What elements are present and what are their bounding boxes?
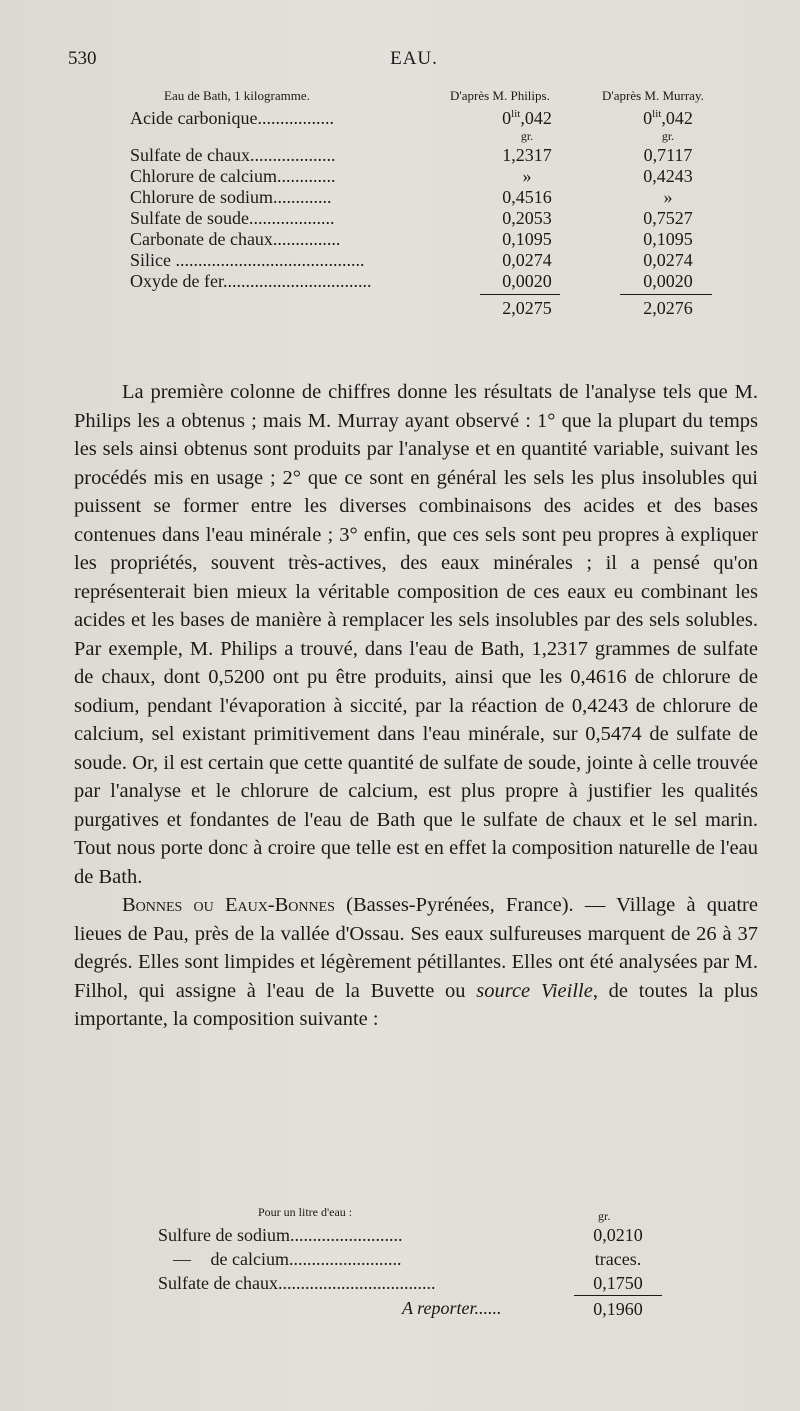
compound-name: Oxyde de fer................................. bbox=[130, 271, 372, 291]
table-row bbox=[122, 166, 762, 187]
table-row bbox=[122, 208, 762, 229]
table-row bbox=[122, 229, 762, 250]
page-header bbox=[68, 48, 760, 76]
body-text bbox=[74, 378, 758, 1034]
totals-row bbox=[122, 298, 762, 319]
compound-value: 0,0210 bbox=[593, 1225, 643, 1245]
entry-heading: Bonnes ou Eaux-Bonnes bbox=[122, 894, 335, 916]
compound-value: traces. bbox=[594, 1249, 642, 1269]
column-header-murray: D'après M. Murray. bbox=[602, 88, 704, 103]
philips-value: 0,0274 bbox=[502, 250, 552, 270]
paragraph: La première colonne de chiffres donne les résultats de l'analyse tels que M. Philips les a obtenus ; mais M. Murray ayant observé : 1° que la plupart du temps les sels ainsi obtenus sont produits par l'analyse et en quantité variable, suivant les procédés mis en usage ; 2° que ce sont en général les sels les plus insolubles qui puissent se former entre les diverses combinaisons des acides et des bases contenues dans l'eau minérale ; 3° enfin, que ces sels sont peu propres à expliquer les propriétés, souvent très-actives, des eaux minérales ; il a pensé qu'on représenterait bien mieux la véritable composition de ces eaux eu combinant les acides et les bases de manière à remplacer les sels insolubles par des sels solubles. Par exemple, M. Philips a trouvé, dans l'eau de Bath, 1,2317 grammes de sulfate de chaux, dont 0,5200 ont pu être produits, ainsi que les 0,4616 de chlorure de sodium, pendant l'évaporation à siccité, par la réaction de 0,4243 de chlorure de calcium, sel existant primitivement dans l'eau minérale, sur 0,5474 de sulfate de soude. Or, il est certain que cette quantité de sulfate de soude, jointe à celle trouvée par l'analyse et le chlorure de calcium, est plus propre à justifier les qualités purgatives et fondantes de l'eau de Bath que le sulfate de chaux et le sel marin. Tout nous porte donc à croire que telle est en effet la composition naturelle de l'eau de Bath. bbox=[74, 381, 758, 888]
table-header bbox=[122, 86, 762, 108]
ditto-dash: — bbox=[173, 1249, 191, 1269]
unit-row bbox=[122, 129, 762, 145]
compound-name: Acide carbonique................. bbox=[130, 108, 334, 128]
philips-value: 0,2053 bbox=[502, 208, 552, 228]
compound-name: Silice .......................................... bbox=[130, 250, 365, 270]
philips-value: 1,2317 bbox=[502, 145, 552, 165]
table-row bbox=[122, 250, 762, 271]
table-row bbox=[150, 1247, 710, 1271]
unit-label: gr. bbox=[661, 129, 675, 143]
table-row bbox=[150, 1271, 710, 1295]
compound-value: 0,1750 bbox=[593, 1273, 643, 1293]
murray-total: 2,0276 bbox=[643, 298, 693, 318]
carry-forward-label: A reporter...... bbox=[402, 1298, 502, 1318]
table-row bbox=[122, 145, 762, 166]
philips-value: 0,4516 bbox=[502, 187, 552, 207]
philips-value: » bbox=[522, 166, 532, 186]
carry-forward-row bbox=[150, 1295, 710, 1323]
murray-value: 0,1095 bbox=[643, 229, 693, 249]
compound-name: Sulfate de chaux................... bbox=[130, 145, 336, 165]
compound-name: Carbonate de chaux............... bbox=[130, 229, 341, 249]
murray-value: 0,0274 bbox=[643, 250, 693, 270]
compound-name: Chlorure de calcium............. bbox=[130, 166, 336, 186]
column-header-philips: D'après M. Philips. bbox=[450, 88, 550, 103]
table-row bbox=[122, 108, 762, 129]
italic-source-name: source Vieille bbox=[476, 979, 593, 1002]
bath-water-analysis-table bbox=[122, 86, 762, 319]
page-number: 530 bbox=[68, 48, 97, 69]
table-description: Eau de Bath, 1 kilogramme. bbox=[164, 88, 310, 103]
philips-value: 0,1095 bbox=[502, 229, 552, 249]
compound-name: Sulfure de sodium......................... bbox=[158, 1225, 403, 1245]
compound-name: Sulfate de chaux................................... bbox=[158, 1273, 436, 1293]
compound-name: Chlorure de sodium............. bbox=[130, 187, 332, 207]
murray-value: 0,0020 bbox=[643, 271, 693, 291]
running-title: EAU. bbox=[390, 48, 438, 69]
compound-name: — de calcium......................... bbox=[158, 1247, 401, 1271]
table-description: Pour un litre d'eau : bbox=[258, 1205, 353, 1219]
philips-total: 2,0275 bbox=[502, 298, 552, 318]
paragraph: Bonnes ou Eaux-Bonnes (Basses-Pyrénées, France). — Village à quatre lieues de Pau, près de la vallée d'Ossau. Ses eaux sulfureuses marquent de 26 à 37 degrés. Elles sont limpides et légèrement pétillantes. Elles ont été analysées par M. Filhol, qui assigne à l'eau de la Buvette ou source Vieille, de toutes la plus importante, la composition suivante : bbox=[74, 894, 759, 1030]
murray-value: » bbox=[663, 187, 673, 207]
unit-label: gr. bbox=[598, 1209, 611, 1223]
murray-value: 0,7527 bbox=[643, 208, 693, 228]
carry-forward-value: 0,1960 bbox=[574, 1295, 662, 1322]
philips-value: 0,0020 bbox=[502, 271, 552, 291]
unit-label: gr. bbox=[520, 129, 534, 143]
divider bbox=[480, 294, 560, 295]
table-row bbox=[150, 1223, 710, 1247]
murray-value: $0^{lit},042$ bbox=[643, 108, 693, 128]
eaux-bonnes-composition-table bbox=[150, 1205, 710, 1323]
table-row bbox=[122, 187, 762, 208]
table-row bbox=[122, 271, 762, 292]
compound-name: Sulfate de soude................... bbox=[130, 208, 335, 228]
philips-value: $0^{lit},042$ bbox=[502, 108, 552, 128]
divider bbox=[620, 294, 712, 295]
table-header bbox=[150, 1205, 710, 1223]
murray-value: 0,7117 bbox=[643, 145, 693, 165]
murray-value: 0,4243 bbox=[643, 166, 693, 186]
